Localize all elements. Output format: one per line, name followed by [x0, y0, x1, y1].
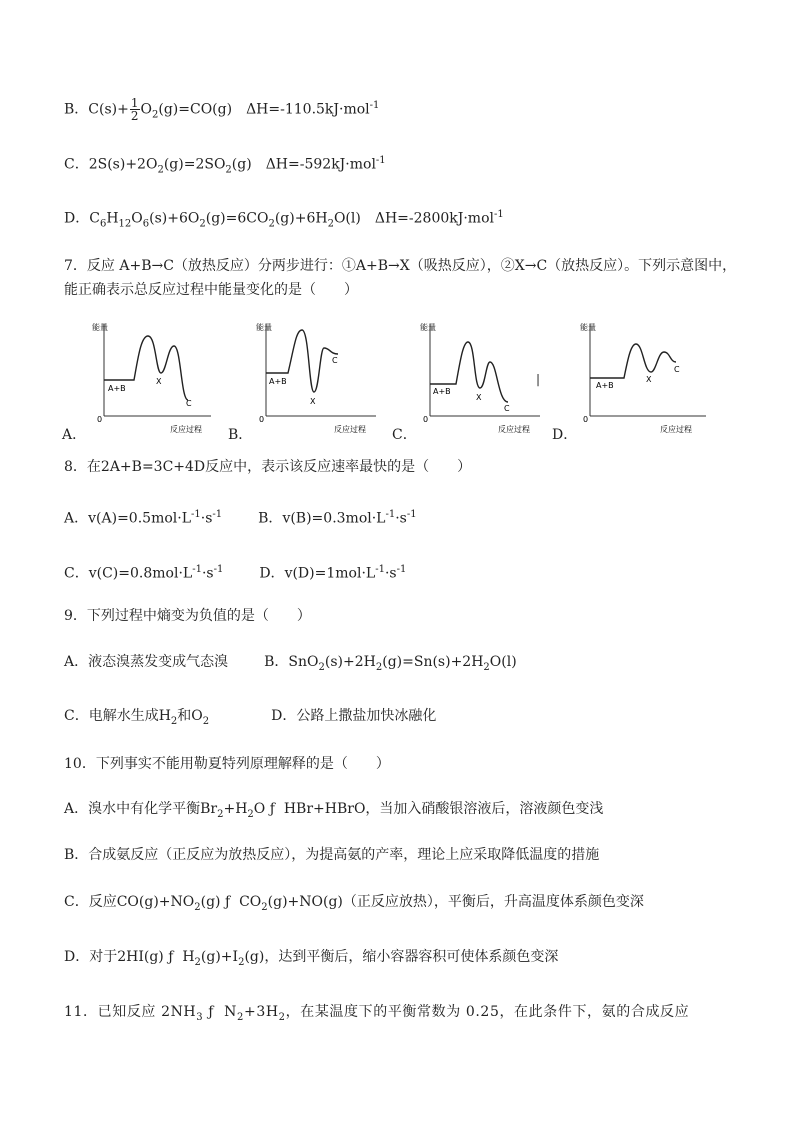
rate-value: v(C)=0.8mol·L — [88, 565, 193, 582]
subscript: 2 — [225, 164, 232, 176]
option-c: C．电解水生成H — [64, 708, 171, 724]
q9-options-ab — [64, 653, 517, 677]
formula-part: C．反应CO(g)+NO — [64, 894, 195, 910]
superscript: -1 — [212, 509, 223, 520]
q10-option-a — [64, 800, 603, 824]
unit-part: ·s — [384, 565, 397, 582]
formula-part: +H — [223, 801, 248, 817]
reactant-label: A+B — [433, 387, 451, 396]
subscript: 2 — [199, 218, 206, 230]
origin-label: 0 — [423, 415, 429, 424]
product-label: C — [674, 365, 680, 374]
fraction-numerator: 1 — [130, 96, 139, 111]
superscript: -1 — [396, 564, 407, 575]
intermediate-label: X — [156, 377, 162, 386]
formula-part: +3H — [244, 1004, 279, 1020]
q8-options-cd — [64, 561, 406, 583]
formula-part: O(l) — [333, 210, 361, 227]
option-label: B． — [264, 654, 289, 670]
q10-option-c — [64, 893, 644, 917]
product-label: C — [504, 404, 510, 413]
formula-part: O — [140, 101, 152, 118]
y-axis-label: 能量 — [256, 323, 272, 332]
origin-label: 0 — [583, 415, 589, 424]
q6-option-b — [64, 97, 379, 124]
intermediate-label: X — [646, 375, 652, 384]
formula-part: N — [224, 1004, 238, 1020]
formula-part: SnO — [288, 654, 319, 670]
option-label: D． — [64, 210, 90, 227]
formula-part: C(s)+ — [88, 101, 129, 118]
option-label: C． — [64, 565, 89, 582]
formula-part: (g)=CO(g) — [158, 101, 233, 118]
x-axis-label: 反应过程 — [498, 425, 530, 434]
formula-part: (g) — [231, 156, 252, 173]
equilibrium-symbol: ƒ — [208, 1004, 215, 1020]
x-axis-label: 反应过程 — [660, 425, 692, 434]
subscript: 2 — [278, 1011, 286, 1023]
unit-part: ·s — [200, 510, 213, 527]
enthalpy-value: ΔH=-2800kJ·mol — [374, 210, 494, 227]
subscript: 6 — [142, 218, 150, 230]
subscript: 2 — [217, 808, 224, 820]
option-d: D．公路上撒盐加快冰融化 — [271, 708, 437, 724]
formula-part: A．溴水中有化学平衡Br — [64, 801, 218, 817]
q6-option-d — [64, 206, 504, 233]
option-label: B． — [258, 510, 283, 527]
rate-value: v(A)=0.5mol·L — [88, 510, 191, 527]
formula-part: C — [89, 210, 100, 227]
q7-stem-line2: 能正确表示总反应过程中能量变化的是（ ） — [64, 282, 358, 298]
subscript: 2 — [151, 109, 159, 121]
enthalpy-value: ΔH=-592kJ·mol — [265, 156, 376, 173]
subscript: 2 — [237, 1011, 244, 1023]
superscript: -1 — [192, 564, 202, 575]
x-axis-label: 反应过程 — [334, 425, 366, 434]
subscript: 2 — [268, 218, 275, 230]
subscript: 2 — [170, 715, 178, 727]
q11-stem — [64, 1003, 689, 1027]
superscript: -1 — [213, 564, 224, 575]
stray-mark: | — [536, 372, 541, 386]
equilibrium-symbol: ƒ — [224, 894, 231, 910]
superscript: -1 — [191, 509, 201, 520]
formula-part: O(l) — [489, 654, 517, 670]
subscript: 2 — [375, 661, 383, 673]
formula-part: O — [253, 801, 266, 817]
subscript: 12 — [118, 218, 132, 230]
superscript: -1 — [406, 509, 417, 520]
superscript: -1 — [375, 564, 385, 575]
intermediate-label: X — [476, 393, 482, 402]
equilibrium-symbol: ƒ — [168, 949, 174, 965]
energy-diagram-b — [254, 318, 384, 436]
reactant-label: A+B — [596, 381, 614, 390]
origin-label: 0 — [259, 415, 265, 424]
option-label: C． — [64, 156, 89, 173]
q7-option-a: A． — [62, 427, 87, 443]
subscript: 3 — [196, 1011, 204, 1023]
energy-diagram-d — [578, 318, 718, 436]
formula-part: O — [131, 210, 143, 227]
subscript: 2 — [202, 715, 210, 727]
origin-label: 0 — [97, 415, 103, 424]
formula-part: 2S(s)+2O — [88, 156, 158, 173]
q7-option-d: D． — [552, 427, 578, 443]
subscript: 2 — [194, 901, 201, 913]
q8-options-ab — [64, 506, 417, 528]
formula-part: (g)+NO(g)（正反应放热），平衡后，升高温度体系颜色变深 — [267, 894, 644, 910]
superscript: -1 — [369, 100, 380, 111]
formula-part: CO — [239, 894, 262, 910]
subscript: 2 — [261, 901, 268, 913]
q6-option-c — [64, 152, 386, 179]
subscript: 6 — [99, 218, 107, 230]
subscript: 2 — [194, 956, 201, 968]
formula-part: H — [182, 949, 195, 965]
subscript: 2 — [157, 164, 164, 176]
fraction-denominator: 2 — [130, 109, 139, 124]
y-axis-label: 能量 — [420, 323, 436, 332]
superscript: -1 — [493, 209, 504, 220]
fraction — [130, 97, 140, 122]
superscript: -1 — [375, 155, 386, 166]
subscript: 2 — [247, 808, 254, 820]
option-label: A． — [64, 510, 89, 527]
unit-part: ·s — [395, 510, 407, 527]
formula-part: (g)，达到平衡后，缩小容器容积可使体系颜色变深 — [244, 949, 559, 965]
y-axis-label: 能量 — [92, 323, 108, 332]
rate-value: v(B)=0.3mol·L — [282, 510, 386, 527]
formula-part: H — [106, 210, 119, 227]
unit-part: ·s — [201, 565, 214, 582]
subscript: 2 — [483, 661, 490, 673]
reactant-label: A+B — [108, 384, 126, 393]
formula-part: D．对于2HI(g) — [64, 949, 164, 965]
y-axis-label: 能量 — [580, 323, 596, 332]
subscript: 2 — [238, 956, 245, 968]
intermediate-label: X — [310, 397, 316, 406]
q10-stem: 10．下列事实不能用勒夏特列原理解释的是（ ） — [64, 756, 390, 772]
formula-part: 11．已知反应 2NH — [64, 1004, 197, 1020]
product-label: C — [186, 399, 192, 408]
option-label: D． — [259, 565, 285, 582]
formula-part: (g)=2SO — [163, 156, 226, 173]
subscript: 2 — [327, 218, 334, 230]
reactant-label: A+B — [269, 377, 287, 386]
energy-diagram-c — [418, 318, 548, 436]
energy-diagram-a — [86, 318, 216, 436]
formula-part: (g)+6H — [274, 210, 328, 227]
product-label: C — [332, 356, 338, 365]
formula-part: (g)=Sn(s)+2H — [382, 654, 484, 670]
q9-stem: 9．下列过程中熵变为负值的是（ ） — [64, 608, 311, 624]
formula-part: HBr+HBrO，当加入硝酸银溶液后，溶液颜色变浅 — [283, 801, 604, 817]
formula-part: (s)+2H — [324, 654, 376, 670]
formula-part: (g)=6CO — [205, 210, 269, 227]
subscript: 2 — [318, 661, 325, 673]
equilibrium-symbol: ƒ — [269, 801, 275, 817]
q10-option-d — [64, 948, 558, 972]
formula-part: (g)+I — [200, 949, 239, 965]
q8-stem: 8．在2A+B=3C+4D反应中，表示该反应速率最快的是（ ） — [64, 459, 472, 475]
enthalpy-value: ΔH=-110.5kJ·mol — [246, 101, 370, 118]
q7-stem-line1: 7．反应 A+B→C（放热反应）分两步进行：①A+B→X（吸热反应），②X→C（放热反应）。下列示意图中， — [64, 258, 737, 274]
formula-part: 和O — [177, 708, 203, 724]
option-label: B． — [64, 101, 89, 118]
formula-part: (g) — [200, 894, 221, 910]
formula-part: ，在某温度下的平衡常数为 0.25，在此条件下，氨的合成反应 — [285, 1004, 690, 1020]
rate-value: v(D)=1mol·L — [284, 565, 376, 582]
formula-part: (s)+6O — [149, 210, 200, 227]
option-a: A．液态溴蒸发变成气态溴 — [64, 654, 229, 670]
superscript: -1 — [385, 509, 396, 520]
q9-options-cd — [64, 707, 436, 731]
x-axis-label: 反应过程 — [170, 425, 202, 434]
energy-curve — [590, 344, 676, 378]
q7-option-b: B． — [228, 427, 253, 443]
q7-option-c: C． — [392, 427, 417, 443]
q10-option-b: B．合成氨反应（正反应为放热反应），为提高氨的产率，理论上应采取降低温度的措施 — [64, 847, 600, 863]
